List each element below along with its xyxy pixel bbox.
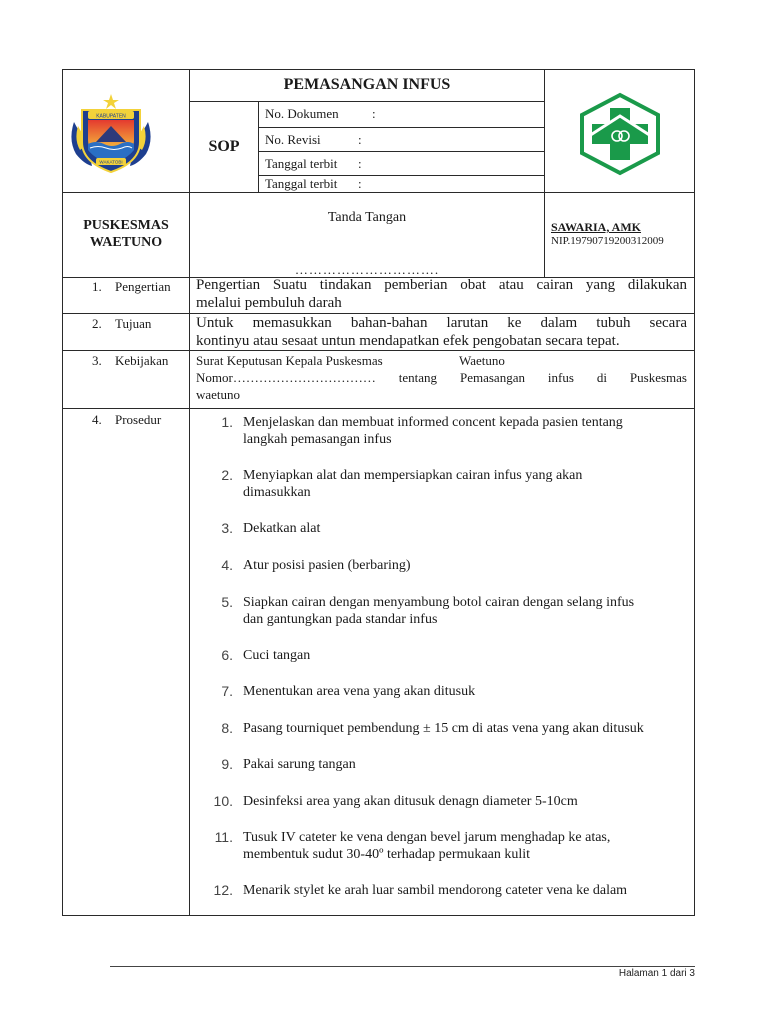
signer-name: SAWARIA, AMK: [551, 220, 642, 234]
step-text-line1: Dekatkan alat: [243, 521, 321, 536]
step-text: [243, 594, 693, 628]
signer-nip: NIP.19790719200312009: [551, 235, 664, 247]
step-text-line1: Menjelaskan dan membuat informed concent kepada pasien tentang: [243, 415, 623, 430]
field-no-revisi-label: No. Revisi: [265, 132, 321, 147]
page-number: Halaman 1 dari 3: [618, 968, 695, 979]
section-pengertian-number: 1.: [92, 279, 102, 294]
step-number: 7.: [221, 683, 233, 699]
step-number: 9.: [221, 756, 233, 772]
step-number: 11.: [214, 829, 233, 845]
step-text-line2: dan gantungkan pada standar infus: [243, 612, 438, 627]
step-text-line1: Menentukan area vena yang akan ditusuk: [243, 684, 476, 699]
step-text-line1: Menarik stylet ke arah luar sambil mendorong cateter vena ke dalam: [243, 883, 628, 898]
field-tanggal-terbit-2-sep: :: [358, 176, 362, 191]
step-text-line2: langkah pemasangan infus: [243, 432, 392, 447]
org-name: [63, 217, 189, 251]
step-text: [243, 557, 693, 574]
field-no-dokumen-sep: :: [372, 106, 376, 121]
step-text: [243, 720, 693, 737]
section-kebijakan-line2: Nomor…………………………… tentang Pemasangan infus di Puskesmas: [196, 370, 687, 385]
section-tujuan-line2: kontinyu atau sesaat untun mendapatkan efek pengobatan secara tepat.: [196, 333, 620, 349]
section-pengertian-line2: melalui pembuluh darah: [196, 295, 342, 311]
signature-label: Tanda Tangan: [327, 210, 407, 225]
step-text-line1: Tusuk IV cateter ke vena dengan bevel jarum menghadap ke atas,: [243, 830, 611, 845]
step-text-line1: Atur posisi pasien (berbaring): [243, 558, 411, 573]
step-text-line1: Menyiapkan alat dan mempersiapkan cairan infus yang akan: [243, 468, 583, 483]
step-number: 2.: [221, 467, 233, 483]
section-kebijakan-line3: waetuno: [196, 387, 241, 402]
step-text-line2: membentuk sudut 30-40º terhadap permukaan kulit: [243, 847, 530, 862]
step-text-line1: Siapkan cairan dengan menyambung botol cairan dengan selang infus: [243, 595, 635, 610]
field-tanggal-terbit-sep: :: [358, 156, 362, 171]
step-text: [243, 647, 693, 664]
step-number: 5.: [221, 594, 233, 610]
step-text: [243, 829, 693, 863]
footer-rule: [110, 966, 695, 967]
section-tujuan-line1: Untuk memasukkan bahan-bahan larutan ke dalam tubuh secara: [196, 315, 687, 331]
field-tanggal-terbit-label: Tanggal terbit: [265, 156, 338, 171]
step-text-line2: dimasukkan: [243, 485, 311, 500]
field-tanggal-terbit-2-label: Tanggal terbit: [265, 176, 338, 191]
section-kebijakan-number: 3.: [92, 353, 102, 368]
step-text-line1: Desinfeksi area yang akan ditusuk denagn diameter 5-10cm: [243, 794, 578, 809]
section-prosedur-label: Prosedur: [115, 412, 162, 427]
divider: [62, 313, 695, 314]
divider: [189, 101, 545, 102]
section-kebijakan-line1a: Surat Keputusan Kepala Puskesmas: [196, 353, 383, 368]
table-border-right: [694, 69, 695, 916]
step-text: [243, 756, 693, 773]
divider: [258, 101, 259, 193]
step-text: [243, 467, 693, 501]
step-text: [243, 520, 693, 537]
divider: [258, 127, 545, 128]
org-name-line2: WAETUNO: [89, 235, 163, 250]
section-kebijakan-line1b: Waetuno: [459, 353, 505, 368]
table-border-top: [62, 69, 695, 70]
section-pengertian-label: Pengertian: [115, 279, 171, 294]
step-number: 8.: [221, 720, 233, 736]
step-number: 4.: [221, 557, 233, 573]
step-number: 6.: [221, 647, 233, 663]
section-tujuan-number: 2.: [92, 316, 102, 331]
field-no-revisi-sep: :: [358, 132, 362, 147]
step-number: 10.: [213, 793, 233, 809]
section-prosedur-number: 4.: [92, 412, 102, 427]
step-number: 12.: [213, 882, 233, 898]
step-text-line1: Pasang tourniquet pembendung ± 15 cm di atas vena yang akan ditusuk: [243, 721, 644, 736]
step-text: [243, 414, 693, 448]
step-text-line1: Pakai sarung tangan: [243, 757, 356, 772]
table-border-left: [62, 69, 63, 916]
step-number: 1.: [221, 414, 233, 430]
divider: [62, 350, 695, 351]
puskesmas-logo: [577, 92, 663, 176]
emblem-text-bottom: WAKATOBI: [99, 159, 123, 165]
divider: [189, 69, 190, 916]
section-tujuan-label: Tujuan: [115, 316, 152, 331]
section-pengertian-line1: Pengertian Suatu tindakan pemberian obat atau cairan yang dilakukan: [196, 277, 687, 293]
field-no-dokumen-label: No. Dokumen: [265, 106, 339, 121]
document-title: PEMASANGAN INFUS: [283, 76, 451, 93]
section-kebijakan-label: Kebijakan: [115, 353, 169, 368]
sop-label: SOP: [208, 138, 240, 155]
step-text-line1: Cuci tangan: [243, 648, 311, 663]
divider: [258, 151, 545, 152]
step-text: [243, 683, 693, 700]
org-name-line1: PUSKESMAS: [83, 218, 169, 233]
step-text: [243, 793, 693, 810]
step-number: 3.: [221, 520, 233, 536]
step-text: [243, 882, 693, 899]
divider: [62, 192, 695, 193]
table-border-bottom: [62, 915, 695, 916]
regency-emblem-logo: [66, 92, 156, 176]
divider: [62, 408, 695, 409]
signature-dots: ………………………….: [294, 262, 440, 277]
emblem-text-top: KABUPATEN: [96, 113, 126, 120]
